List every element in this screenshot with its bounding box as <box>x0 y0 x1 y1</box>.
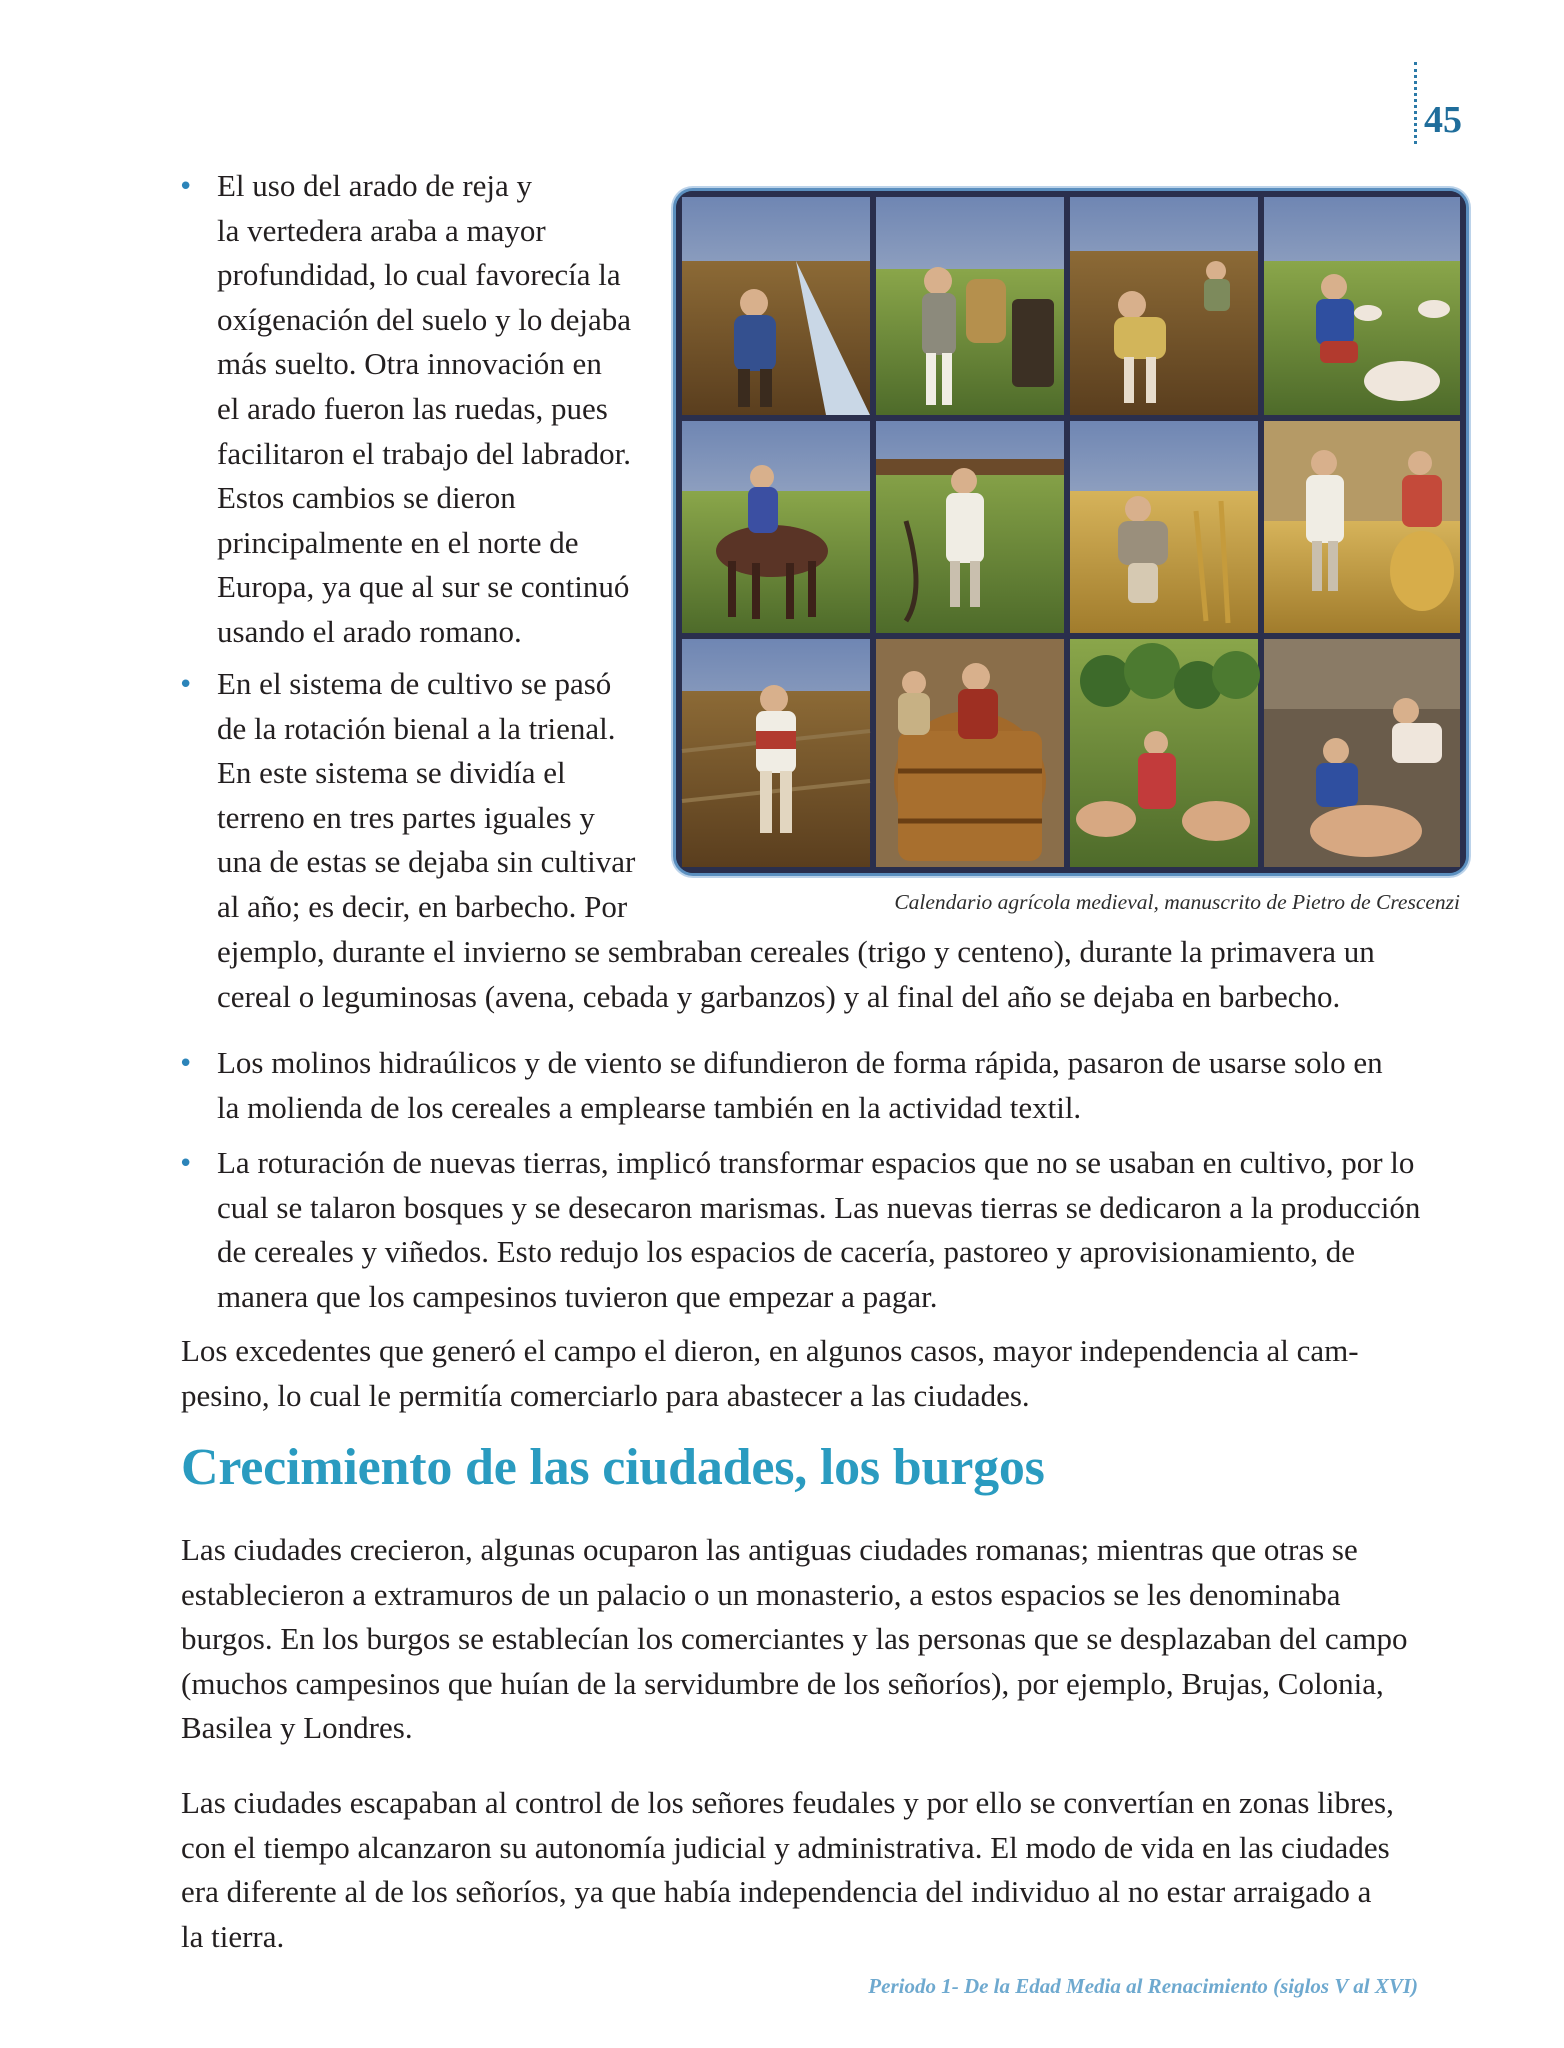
bullet-marker: • <box>178 1049 194 1079</box>
text-line: establecieron a extramuros de un palacio o un monasterio, a estos espacios se les denominaba <box>181 1576 1341 1612</box>
text-line: pesino, lo cual le permitía comerciarlo para abastecer a las ciudades. <box>181 1377 1030 1413</box>
text-line: la molienda de los cereales a emplearse también en la actividad textil. <box>217 1089 1082 1125</box>
figure-caption: Calendario agrícola medieval, manuscrito de Pietro de Crescenzi <box>894 890 1460 914</box>
bullet-1-text <box>217 164 641 655</box>
text-line: Las ciudades escapaban al control de los señores feudales y por ello se convertían en zonas libres, <box>181 1785 1394 1820</box>
panel-9 <box>682 639 870 867</box>
panel-1 <box>682 197 870 415</box>
text-line: facilitaron el trabajo del labrador. <box>217 435 632 471</box>
text-line: de la rotación bienal a la trienal. <box>217 710 616 746</box>
panel-11 <box>1070 639 1260 867</box>
text-line: usando el arado romano. <box>217 613 522 649</box>
text-line: Estos cambios se dieron <box>217 480 516 516</box>
text-line: la vertedera araba a mayor <box>217 212 546 248</box>
text-line: En este sistema se dividía el <box>217 755 566 791</box>
bullet-2-text-narrow <box>217 662 641 930</box>
text-line: manera que los campesinos tuvieron que empezar a pagar. <box>217 1278 938 1314</box>
text-line: principalmente en el norte de <box>217 524 579 560</box>
page-number-divider <box>1414 62 1417 144</box>
panel-7 <box>1070 421 1258 633</box>
bullet-marker: • <box>178 1149 194 1179</box>
section-heading: Crecimiento de las ciudades, los burgos <box>181 1439 1045 1496</box>
text-line: Las ciudades crecieron, algunas ocuparon las antiguas ciudades romanas; mientras que otras se <box>181 1532 1358 1567</box>
text-line: de cereales y viñedos. Esto redujo los espacios de cacería, pastoreo y aprovisionamiento, de <box>217 1234 1355 1270</box>
text-line: al año; es decir, en barbecho. Por <box>217 888 628 924</box>
text-line: En el sistema de cultivo se pasó <box>217 666 612 701</box>
text-line: Los molinos hidraúlicos y de viento se difundieron de forma rápida, pasaron de usarse solo en <box>217 1045 1383 1080</box>
text-line: cereal o leguminosas (avena, cebada y garbanzos) y al final del año se dejaba en barbecho. <box>217 978 1341 1014</box>
paragraph-burgos <box>181 1528 1447 1751</box>
text-line: la tierra. <box>181 1918 285 1954</box>
paragraph-excedentes <box>181 1329 1447 1418</box>
text-line: una de estas se dejaba sin cultivar <box>217 844 636 880</box>
text-line: oxígenación del suelo y lo dejaba <box>217 301 632 337</box>
panel-6 <box>876 421 1064 633</box>
panel-10 <box>876 639 1064 867</box>
bullet-marker: • <box>178 172 194 202</box>
text-line: (muchos campesinos que huían de la servidumbre de los señoríos), por ejemplo, Brujas, Colonia, <box>181 1665 1384 1701</box>
panel-3 <box>1070 197 1258 415</box>
text-line: cual se talaron bosques y se desecaron marismas. Las nuevas tierras se dedicaron a la producción <box>217 1189 1421 1225</box>
bullet-3-text <box>217 1041 1447 1130</box>
text-line: La roturación de nuevas tierras, implicó transformar espacios que no se usaban en cultivo, por lo <box>217 1145 1415 1180</box>
text-line: terreno en tres partes iguales y <box>217 799 595 835</box>
panel-5 <box>682 421 870 633</box>
page-number: 45 <box>1424 99 1462 141</box>
panel-12 <box>1264 639 1460 867</box>
text-line: era diferente al de los señoríos, ya que había independencia del individuo al no estar arraigado a <box>181 1874 1372 1910</box>
text-line: Europa, ya que al sur se continuó <box>217 569 630 605</box>
page-footer: Periodo 1- De la Edad Media al Renacimiento (siglos V al XVI) <box>868 1974 1418 1998</box>
text-line: el arado fueron las ruedas, pues <box>217 390 608 426</box>
panel-8 <box>1264 421 1460 633</box>
text-line: profundidad, lo cual favorecía la <box>217 257 621 293</box>
panel-2 <box>876 197 1064 415</box>
text-line: Los excedentes que generó el campo el dieron, en algunos casos, mayor independencia al cam- <box>181 1333 1359 1368</box>
text-line: burgos. En los burgos se establecían los comerciantes y las personas que se desplazaban del campo <box>181 1621 1408 1657</box>
figure-medieval-calendar <box>673 188 1469 876</box>
panel-4 <box>1264 197 1460 415</box>
bullet-marker: • <box>178 670 194 700</box>
text-line: con el tiempo alcanzaron su autonomía judicial y administrativa. El modo de vida en las ciudades <box>181 1829 1390 1865</box>
text-line: Basilea y Londres. <box>181 1710 413 1746</box>
paragraph-autonomia <box>181 1781 1447 1959</box>
text-line: más suelto. Otra innovación en <box>217 346 602 382</box>
text-line: ejemplo, durante el invierno se sembraban cereales (trigo y centeno), durante la primavera un <box>217 934 1375 969</box>
calendar-illustration <box>676 191 1466 873</box>
bullet-4-text <box>217 1141 1447 1319</box>
text-line: El uso del arado de reja y <box>217 168 533 203</box>
bullet-2-text-wide <box>217 930 1447 1019</box>
